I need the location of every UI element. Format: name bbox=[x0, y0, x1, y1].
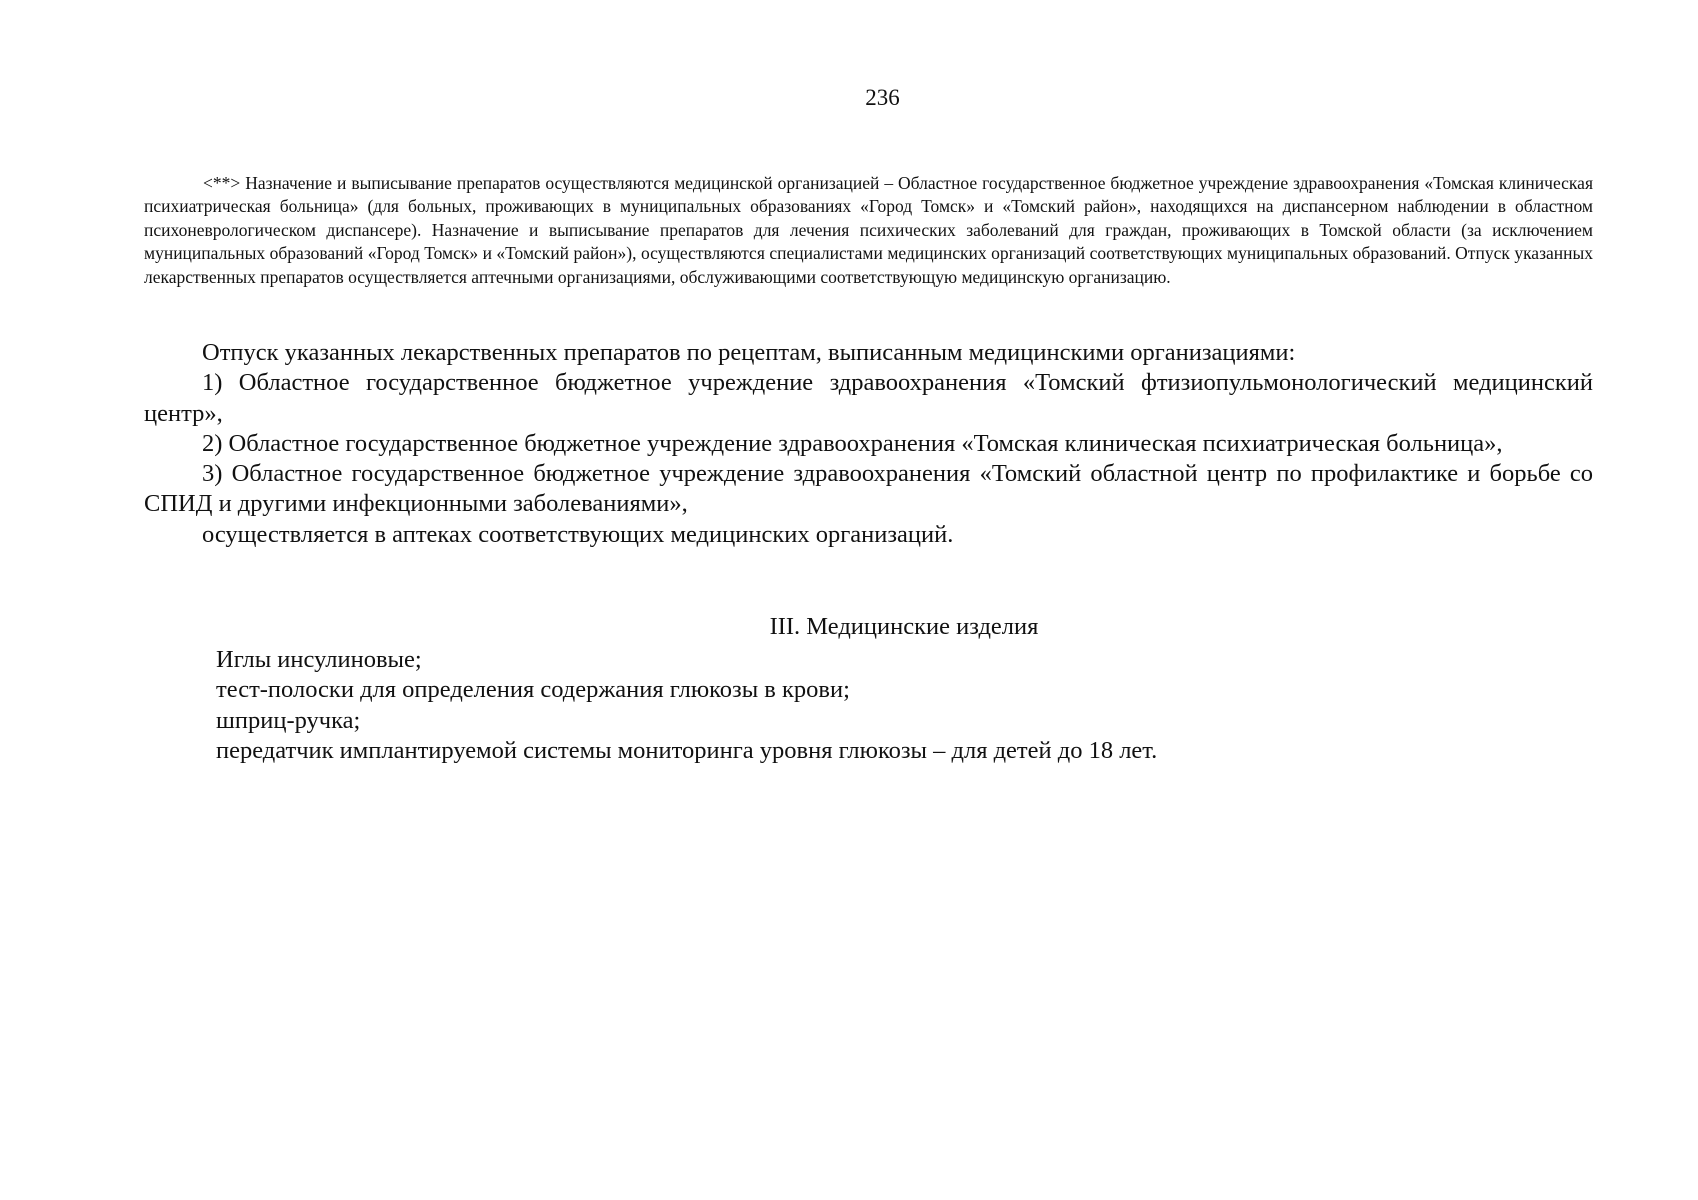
dispensing-outro: осуществляется в аптеках соответствующих медицинских организаций. bbox=[202, 520, 954, 548]
organization-item-1: 1) Областное государственное бюджетное учреждение здравоохранения «Томский фтизиопульмонологический медицинский центр», bbox=[144, 369, 1593, 427]
page-number: 236 bbox=[865, 85, 900, 110]
medical-devices-list bbox=[216, 645, 1516, 766]
list-item: шприц-ручка; bbox=[216, 706, 361, 734]
organization-item-2: 2) Областное государственное бюджетное учреждение здравоохранения «Томская клиническая психиатрическая больница», bbox=[202, 429, 1503, 457]
list-item: передатчик имплантируемой системы мониторинга уровня глюкозы – для детей до 18 лет. bbox=[216, 736, 1158, 764]
dispensing-intro: Отпуск указанных лекарственных препаратов по рецептам, выписанным медицинскими организациями: bbox=[202, 339, 1296, 366]
list-item: тест-полоски для определения содержания глюкозы в крови; bbox=[216, 676, 850, 704]
section-title: III. Медицинские изделия bbox=[769, 613, 1039, 640]
list-item: Иглы инсулиновые; bbox=[216, 646, 422, 673]
dispensing-paragraphs bbox=[144, 338, 1593, 550]
footnote: <**> Назначение и выписывание препаратов осуществляются медицинской организацией – Областное государственное бюджетное учреждение здравоохранения «Томская клиническая психиатрическая больница» (для больных, проживающих в муниципальных образованиях «Город Томск» и «Томский район», находящихся на диспансерном наблюдении в областном психоневрологическом диспансере). Назначение и выписывание препаратов для лечения психических заболеваний для граждан, проживающих в Томской области (за исключением муниципальных образований «Город Томск» и «Томский район»), осуществляются специалистами медицинских организаций соответствующих муниципальных образований. Отпуск указанных лекарственных препаратов осуществляется аптечными организациями, обслуживающими соответствующую медицинскую организацию. bbox=[144, 173, 1593, 287]
organization-item-3: 3) Областное государственное бюджетное учреждение здравоохранения «Томский областной центр по профилактике и борьбе со СПИД и другими инфекционными заболеваниями», bbox=[144, 460, 1593, 518]
